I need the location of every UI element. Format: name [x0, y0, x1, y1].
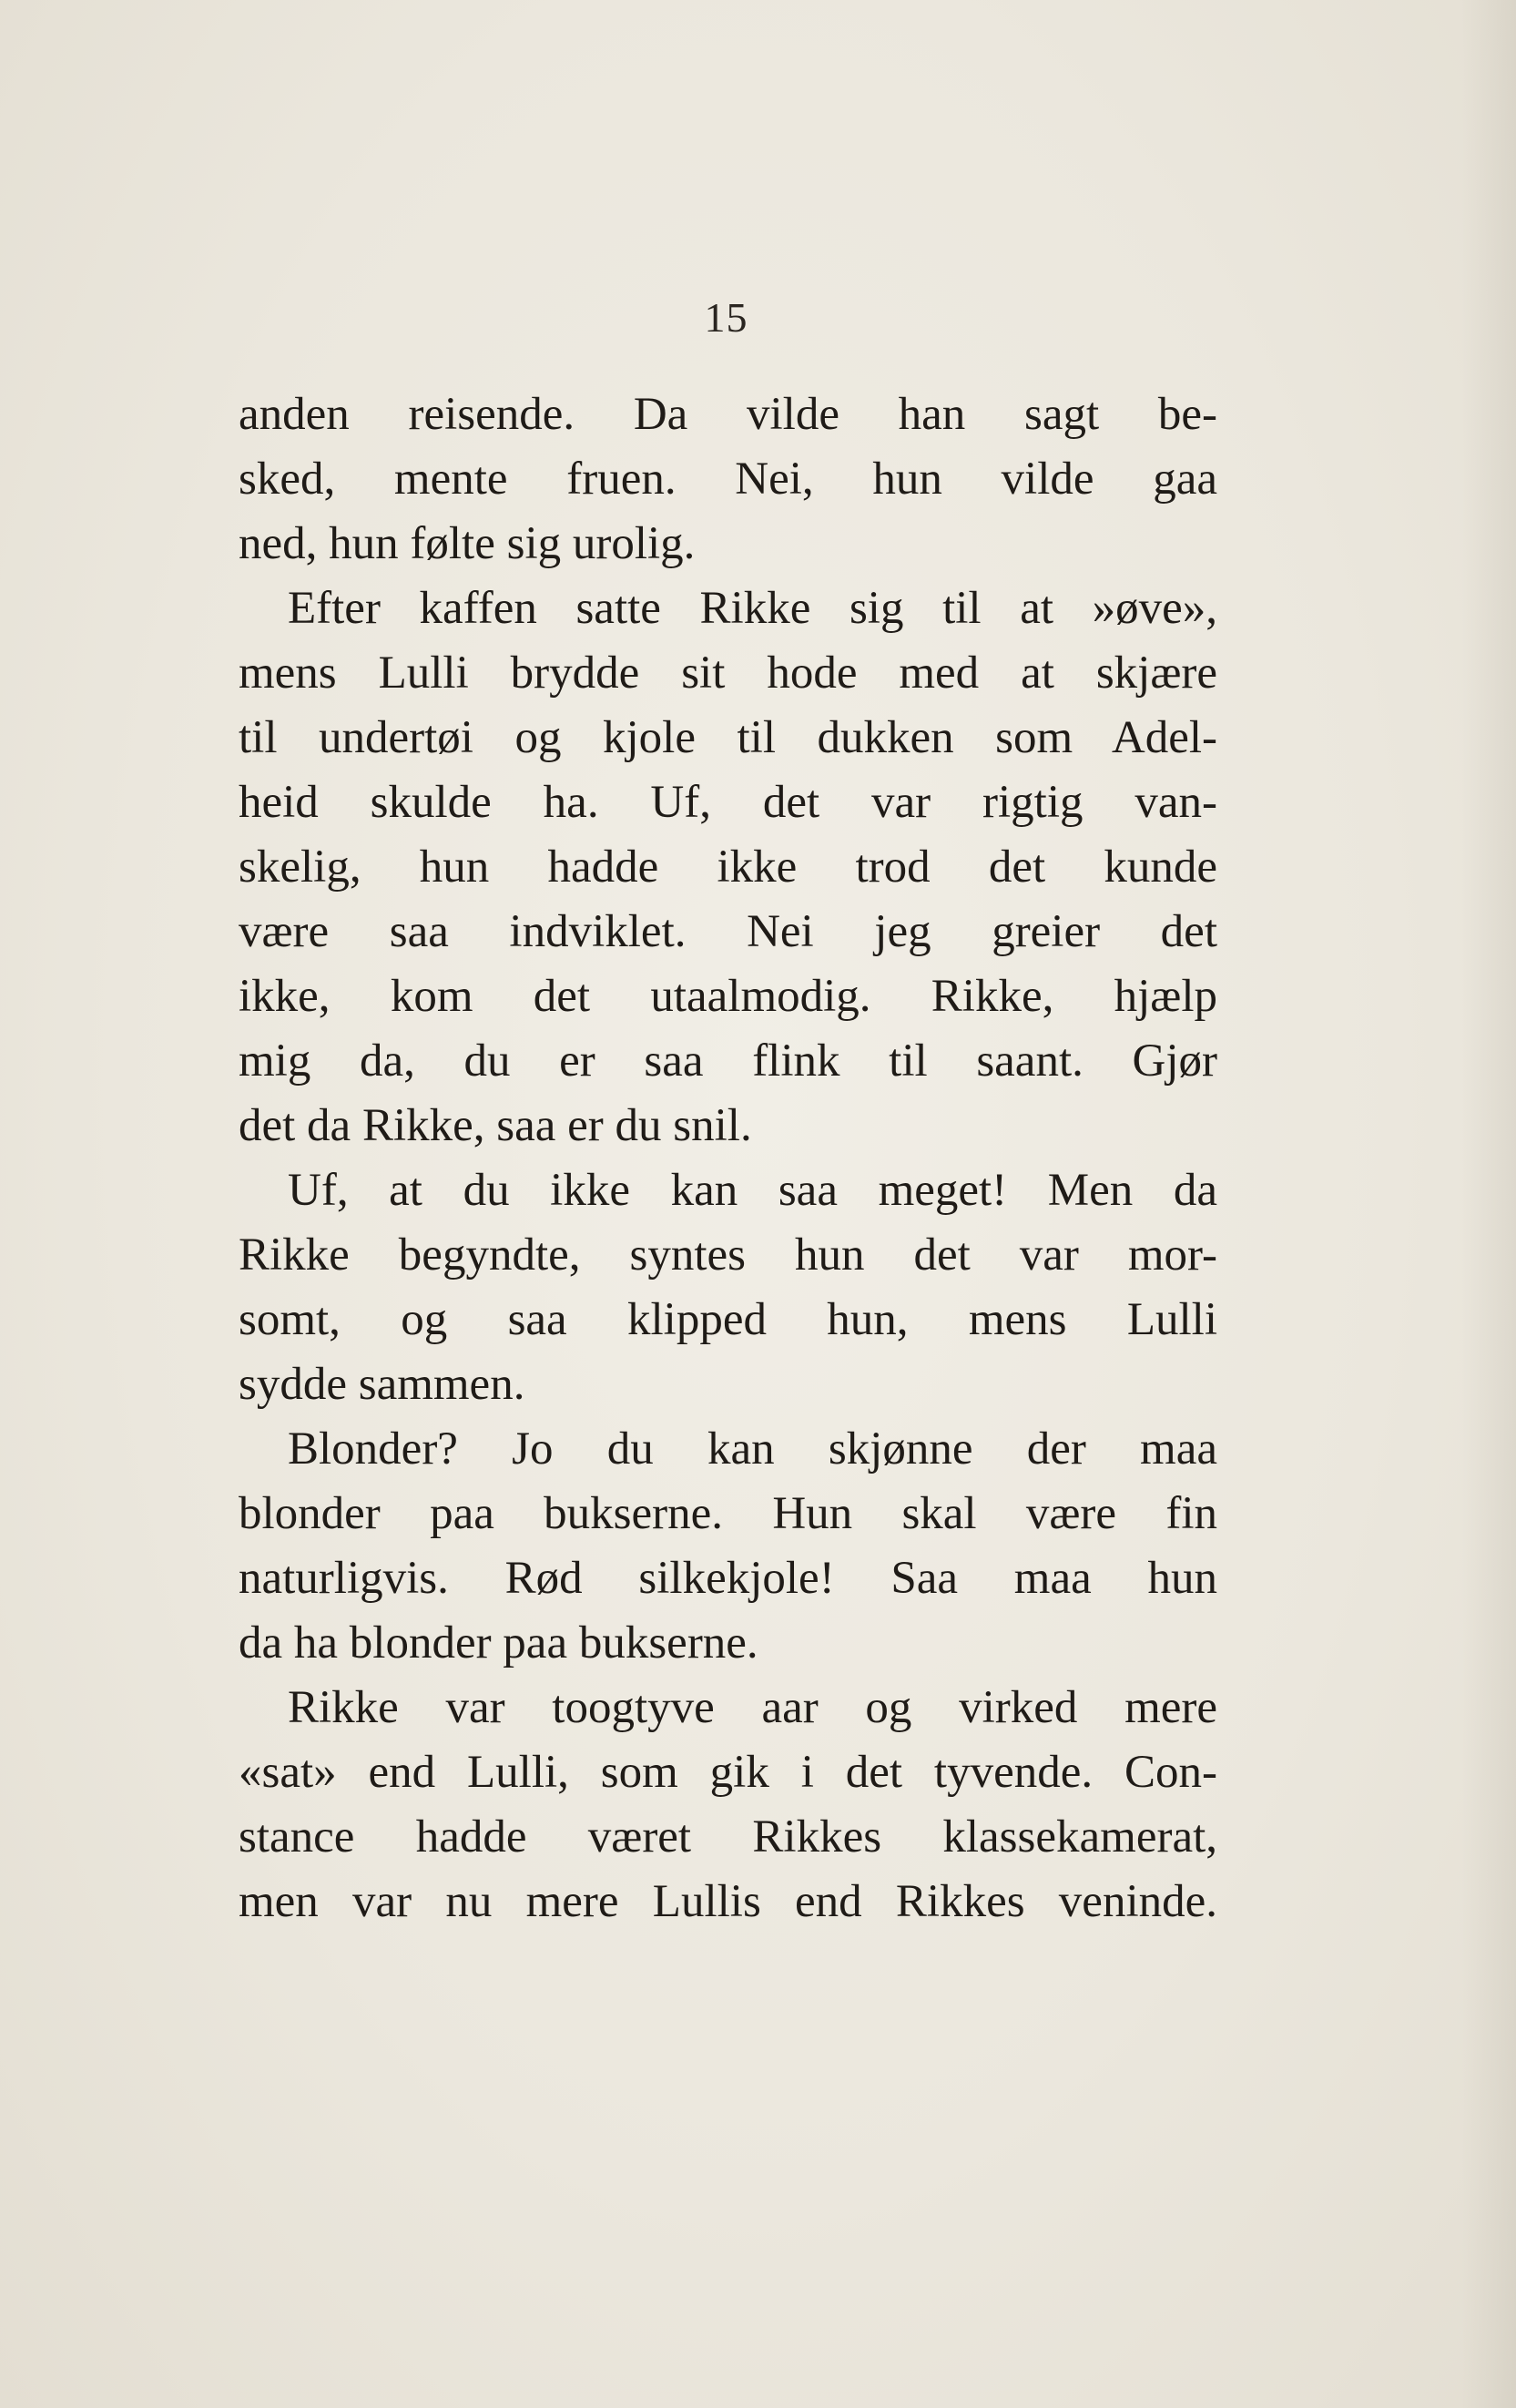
text-line: Rikke var toogtyve aar og virked mere: [288, 1682, 1217, 1733]
text-line: være saa indviklet. Nei jeg greier det: [239, 906, 1217, 957]
text-line: heid skulde ha. Uf, det var rigtig van-: [239, 777, 1217, 828]
text-line: det da Rikke, saa er du snil.: [239, 1100, 752, 1151]
text-line: Blonder? Jo du kan skjønne der maa: [288, 1423, 1217, 1474]
text-line: blonder paa bukserne. Hun skal være fin: [239, 1488, 1217, 1539]
body-text: [239, 383, 1217, 1934]
text-line: naturligvis. Rød silkekjole! Saa maa hun: [239, 1553, 1217, 1604]
text-line: Uf, at du ikke kan saa meget! Men da: [288, 1165, 1217, 1216]
page-number: 15: [704, 294, 748, 341]
text-line: da ha blonder paa bukserne.: [239, 1617, 758, 1668]
text-line: ikke, kom det utaalmodig. Rikke, hjælp: [239, 971, 1217, 1022]
text-line: sydde sammen.: [239, 1359, 525, 1410]
page-edge-shadow: [1461, 0, 1516, 2408]
text-line: Efter kaffen satte Rikke sig til at »øve»,: [288, 583, 1217, 634]
text-line: ned, hun følte sig urolig.: [239, 518, 696, 569]
text-line: somt, og saa klipped hun, mens Lulli: [239, 1294, 1217, 1345]
text-line: men var nu mere Lullis end Rikkes veninde.: [239, 1876, 1217, 1927]
text-line: mig da, du er saa flink til saant. Gjør: [239, 1036, 1217, 1087]
text-line: skelig, hun hadde ikke trod det kunde: [239, 842, 1217, 893]
text-line: til undertøi og kjole til dukken som Adel-: [239, 712, 1217, 763]
text-line: sked, mente fruen. Nei, hun vilde gaa: [239, 454, 1217, 505]
text-line: Rikke begyndte, syntes hun det var mor-: [239, 1230, 1217, 1281]
text-line: «sat» end Lulli, som gik i det tyvende. Con-: [239, 1747, 1217, 1798]
text-line: mens Lulli brydde sit hode med at skjære: [239, 648, 1217, 699]
text-line: stance hadde været Rikkes klassekamerat,: [239, 1811, 1217, 1862]
text-line: anden reisende. Da vilde han sagt be-: [239, 389, 1217, 440]
